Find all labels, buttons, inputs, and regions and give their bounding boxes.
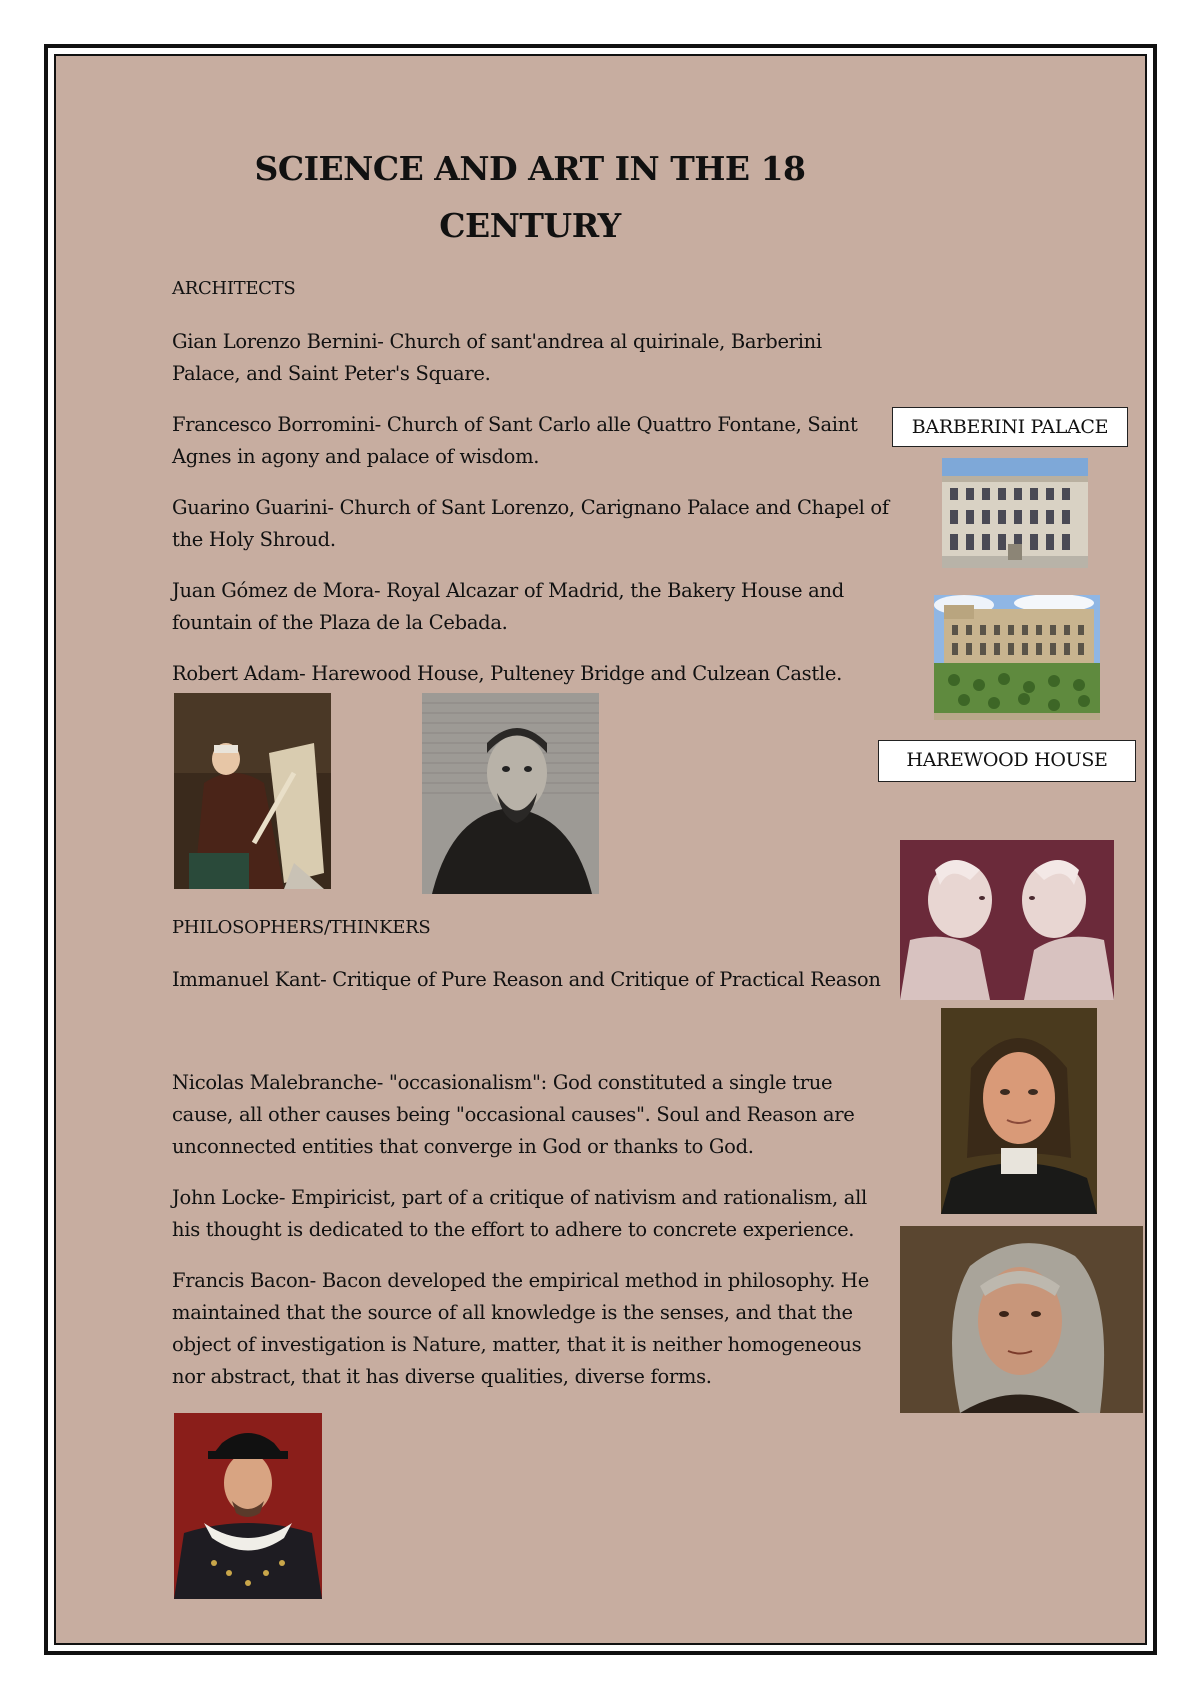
kant-portrait — [900, 840, 1114, 1000]
architect-entry-gomez-de-mora: Juan Gómez de Mora- Royal Alcazar of Madrid, the Bakery House and fountain of the Plaza de la Cebada. — [172, 579, 844, 634]
philosopher-entry-locke: John Locke- Empiricist, part of a critique of nativism and rationalism, all his thought is dedicated to the effort to adhere to concrete experience. — [172, 1186, 867, 1241]
malebranche-portrait — [941, 1008, 1097, 1214]
bacon-portrait — [174, 1413, 322, 1599]
philosophers-heading: PHILOSOPHERS/THINKERS — [172, 917, 431, 938]
philosopher-entry-bacon: Francis Bacon- Bacon developed the empirical method in philosophy. He maintained that the source of all knowledge is the senses, and that the object of investigation is Nature, matter, that it is neither homogeneous nor abstract, that it has diverse qualities, diverse forms. — [172, 1269, 869, 1388]
harewood-house-image — [934, 595, 1100, 720]
architect-entry-borromini: Francesco Borromini- Church of Sant Carlo alle Quattro Fontane, Saint Agnes in agony and palace of wisdom. — [172, 413, 858, 468]
barberini-palace-label: BARBERINI PALACE — [892, 407, 1128, 447]
barberini-palace-image — [942, 458, 1088, 568]
page-title-line-1: SCIENCE AND ART IN THE 18 — [254, 149, 806, 188]
robert-adam-portrait — [174, 693, 331, 889]
philosopher-entry-kant: Immanuel Kant- Critique of Pure Reason and Critique of Practical Reason — [172, 968, 881, 991]
harewood-house-label: HAREWOOD HOUSE — [878, 740, 1136, 782]
borromini-engraving — [422, 693, 599, 894]
architect-entry-adam: Robert Adam- Harewood House, Pulteney Bridge and Culzean Castle. — [172, 662, 843, 685]
architect-entry-bernini: Gian Lorenzo Bernini- Church of sant'andrea al quirinale, Barberini Palace, and Saint Peter's Square. — [172, 330, 822, 385]
philosopher-entry-malebranche: Nicolas Malebranche- "occasionalism": God constituted a single true cause, all other causes being "occasional causes". Soul and Reason are unconnected entities that converge in God or thanks to God. — [172, 1071, 855, 1158]
architect-entry-guarini: Guarino Guarini- Church of Sant Lorenzo, Carignano Palace and Chapel of the Holy Shroud. — [172, 496, 889, 551]
locke-portrait — [900, 1226, 1143, 1413]
page-title-line-2: CENTURY — [439, 206, 621, 245]
architects-heading: ARCHITECTS — [172, 278, 296, 299]
